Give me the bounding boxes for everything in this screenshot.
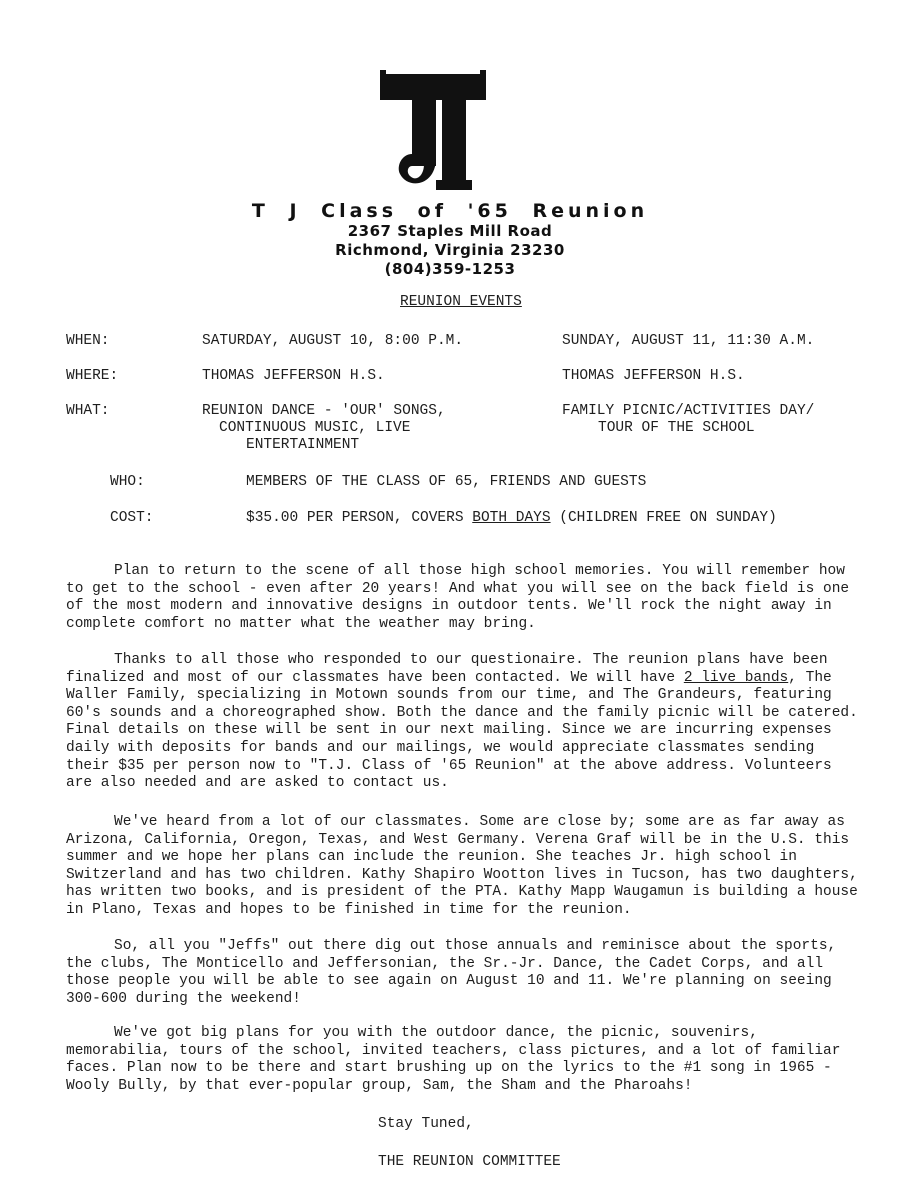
when-label: WHEN: (66, 333, 110, 349)
phone-number: (804)359-1253 (384, 260, 516, 278)
what-label: WHAT: (66, 403, 110, 419)
what-saturday-line1: REUNION DANCE - 'OUR' SONGS, (202, 403, 446, 419)
cost-value (246, 510, 777, 527)
who-value: MEMBERS OF THE CLASS OF 65, FRIENDS AND GUESTS (246, 474, 647, 490)
where-sunday: THOMAS JEFFERSON H.S. (562, 368, 745, 384)
when-sunday: SUNDAY, AUGUST 11, 11:30 A.M. (562, 333, 815, 349)
paragraph-2-live-bands: 2 live bands (683, 669, 789, 686)
what-saturday-line3: ENTERTAINMENT (246, 437, 360, 453)
where-saturday: THOMAS JEFFERSON H.S. (202, 368, 385, 384)
paragraph-2 (66, 652, 866, 793)
cost-both-days: BOTH DAYS (472, 510, 551, 526)
cost-label: COST: (110, 510, 154, 526)
letterhead-title: T J Class of '65 Reunion (251, 200, 649, 222)
paragraph-4: So, all you "Jeffs" out there dig out those annuals and reminisce about the sports, the clubs, The Monticello and Jeffersonian, the Sr.-Jr. Dance, the Cadet Corps, and all those people you will be able to see again on August 10 and 11. We're planning on seeing 300-600 during the weekend! (66, 938, 837, 1007)
what-sunday-line1: FAMILY PICNIC/ACTIVITIES DAY/ (562, 403, 815, 419)
who-label: WHO: (110, 474, 145, 490)
closing-signature: THE REUNION COMMITTEE (378, 1154, 561, 1170)
closing-salutation: Stay Tuned, (378, 1116, 474, 1132)
events-heading: REUNION EVENTS (400, 294, 522, 310)
address-street: 2367 Staples Mill Road (347, 222, 553, 240)
paragraph-2-post: , The Waller Family, specializing in Motown sounds from our time, and The Grandeurs, featuring 60's sounds and a choreographed show. Both the dance and the family picnic will be catered. Final details on these will be sent in our next mailing. Since we are incurring expenses daily with deposits for bands and our mailings, we would appreciate classmates sending their $35 per person now to "T.J. Class of '65 Reunion" at the above address. Volunteers are also needed and are asked to contact us. (66, 669, 858, 792)
paragraph-1: Plan to return to the scene of all those high school memories. You will remember how to get to the school - even after 20 years! And what you will see on the back field is one of the most modern and innovative designs in outdoor tents. We'll rock the night away in complete comfort no matter what the weather may bring. (66, 563, 850, 632)
paragraph-2-pre: Thanks to all those who responded to our questionaire. The reunion plans have been finalized and most of our classmates have been contacted. We will have (66, 652, 828, 686)
cost-pre: $35.00 PER PERSON, COVERS (246, 510, 473, 526)
paragraph-3: We've heard from a lot of our classmates. Some are close by; some are as far away as Arizona, California, Oregon, Texas, and West Germany. Verena Graf will be in the U.S. this summer and we hope her plans can include the reunion. She teaches Jr. high school in Switzerland and has two children. Kathy Shapiro Wootton lives in Tucson, has two daughters, has written two books, and is president of the PTA. Kathy Mapp Waugamun is building a house in Plano, Texas and hopes to be finished in time for the reunion. (66, 814, 858, 918)
paragraph-5: We've got big plans for you with the outdoor dance, the picnic, souvenirs, memorabilia, tours of the school, invited teachers, class pictures, and a lot of familiar faces. Plan now to be there and start brushing up on the lyrics to the #1 song in 1965 - Wooly Bully, by that ever-popular group, Sam, the Sham and the Pharoahs! (66, 1025, 841, 1094)
cost-post: (CHILDREN FREE ON SUNDAY) (550, 510, 777, 526)
what-saturday-line2: CONTINUOUS MUSIC, LIVE (219, 420, 411, 436)
what-sunday-line2: TOUR OF THE SCHOOL (598, 420, 755, 436)
tj-monogram-logo (378, 68, 488, 193)
where-label: WHERE: (66, 368, 119, 384)
when-saturday: SATURDAY, AUGUST 10, 8:00 P.M. (202, 333, 464, 349)
address-city: Richmond, Virginia 23230 (335, 241, 565, 259)
